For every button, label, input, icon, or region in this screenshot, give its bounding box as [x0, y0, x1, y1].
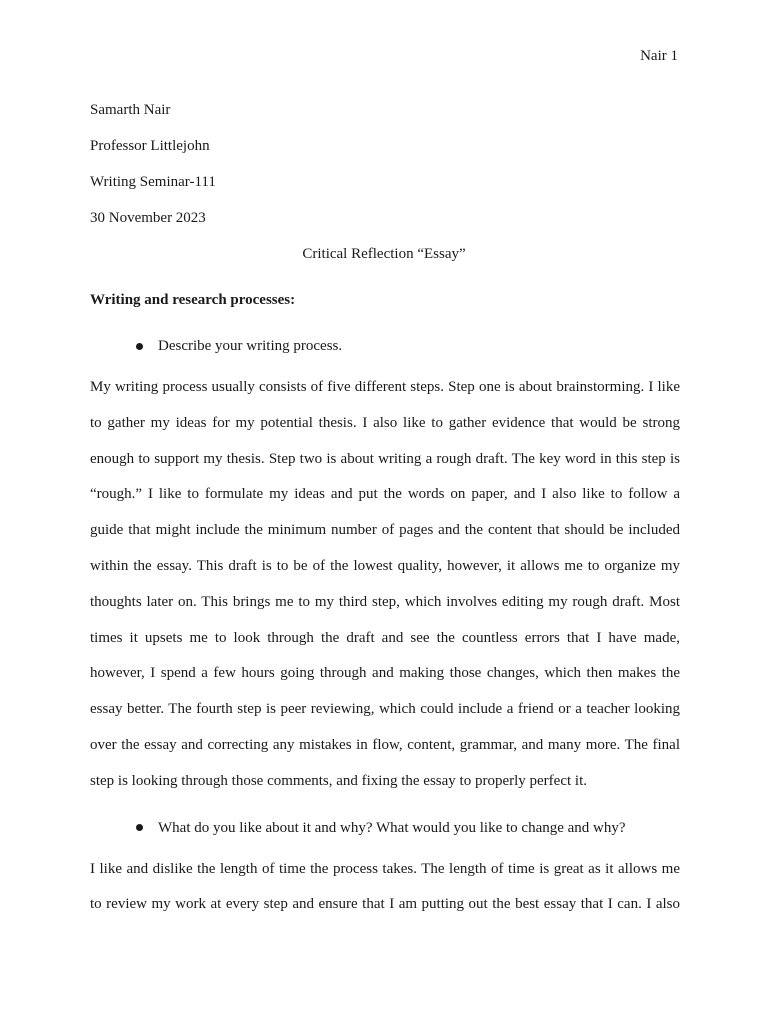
paragraph-line: however, I spend a few hours going through and making those changes, which then makes the — [90, 665, 680, 682]
bullet-dot-icon — [136, 343, 143, 350]
paragraph-line: over the essay and correcting any mistakes in flow, content, grammar, and many more. The final — [90, 736, 680, 753]
bullet-text: What do you like about it and why? What would you like to change and why? — [158, 819, 626, 836]
paragraph-likes-dislikes — [90, 852, 680, 924]
paragraph-line: times it upsets me to look through the draft and see the countless errors that I have made, — [90, 629, 680, 646]
student-name: Samarth Nair — [90, 102, 171, 118]
paragraph-line: step is looking through those comments, and fixing the essay to properly perfect it. — [90, 772, 587, 789]
running-header-page-number: Nair 1 — [640, 48, 678, 64]
paragraph-line: guide that might include the minimum number of pages and the content that should be included — [90, 522, 680, 539]
section-heading: Writing and research processes: — [90, 292, 296, 308]
bullet-text: Describe your writing process. — [158, 338, 343, 354]
professor-name: Professor Littlejohn — [90, 138, 210, 154]
essay-title: Critical Reflection “Essay” — [302, 246, 466, 262]
paragraph-line: within the essay. This draft is to be of the lowest quality, however, it allows me to organize my — [90, 557, 680, 574]
bullet-item — [136, 328, 680, 364]
bullet-dot-icon — [136, 824, 143, 831]
paragraph-line: enough to support my thesis. Step two is about writing a rough draft. The key word in this step is — [90, 450, 680, 467]
essay-date: 30 November 2023 — [90, 210, 206, 226]
bullet-item — [136, 810, 680, 846]
paragraph-line: to gather my ideas for my potential thesis. I also like to gather evidence that would be strong — [90, 414, 680, 431]
paragraph-line: to review my work at every step and ensure that I am putting out the best essay that I can. I also — [90, 896, 680, 913]
course-name: Writing Seminar-111 — [90, 174, 216, 190]
paragraph-line: essay better. The fourth step is peer reviewing, which could include a friend or a teacher looking — [90, 701, 680, 718]
paragraph-writing-process — [90, 370, 680, 800]
paragraph-line: thoughts later on. This brings me to my third step, which involves editing my rough draft. Most — [90, 593, 680, 610]
paragraph-line: I like and dislike the length of time the process takes. The length of time is great as it allows me — [90, 860, 680, 877]
document-body — [90, 92, 680, 923]
paragraph-line: My writing process usually consists of five different steps. Step one is about brainstorming. I like — [90, 379, 680, 395]
paragraph-line: “rough.” I like to formulate my ideas and put the words on paper, and I also like to follow a — [90, 486, 680, 503]
